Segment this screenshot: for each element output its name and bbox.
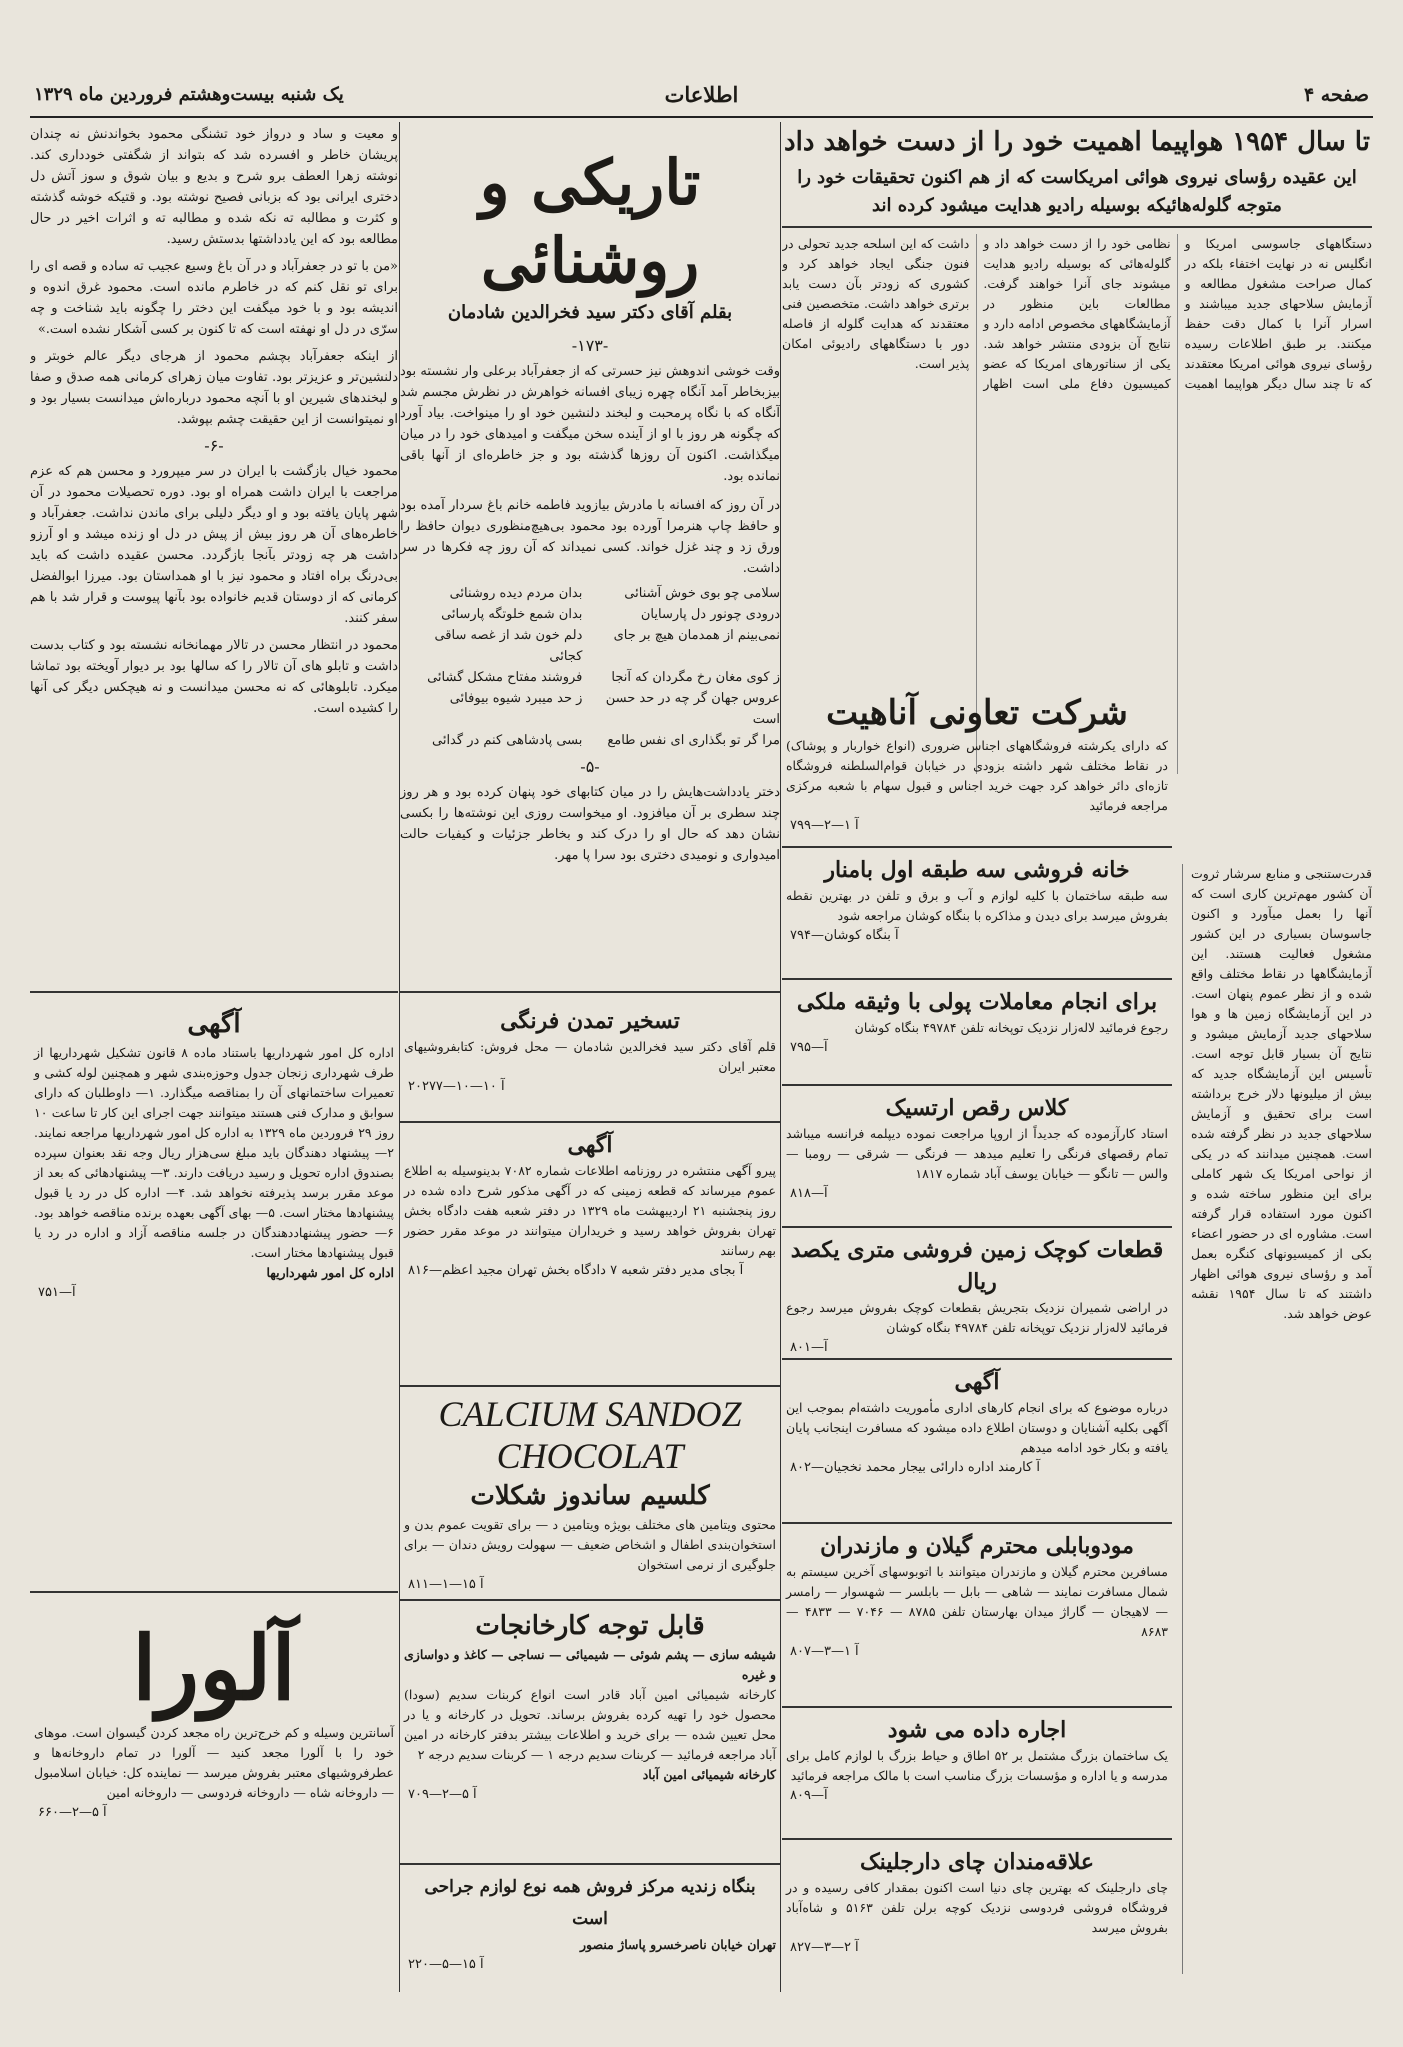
ad-text: تهران خیابان ناصرخسرو پاساژ منصور [580,1937,776,1952]
ad-code: ۲۰۲۷۷—آ ۱۰—۱۰ [408,1079,505,1094]
poem-line: ز حد میبرد شیوه بیوفائی [449,691,583,706]
ad-text: اداره کل امور شهرداریها باستناد ماده ۸ قانون تشکیل شهرداریها از طرف شهرداری زنجان جدول وحوزه‌بندی شهر و همچنین لوله کشی و تعمیرات ساختمانهای آن را بمناقصه میگذارد. ۱— داوطلبان که دارای سوابق و مدارک فنی هستند میتوانند جهت اجرای این کار تا ساعت ۱۰ روز ۲۹ فروردین ماه ۱۳۲۹ به اداره کل امور شهرداریها مراجعه نمایند. ۲— پیشنهاد دهندگان باید مبلغ سی‌هزار ریال وجه نقد بعنوان سپرده بصندوق اداره تحویل و رسید دریافت دارند. ۳— پیشنهادهائی که بعد از موعد مقرر برسد پذیرفته نخواهد شد. ۴— اداره کل در رد یا قبول پیشنهادها مختار است. ۵— بهای آگهی بعهده برنده مناقصه خواهد بود. ۶— حضور پیشنهاددهندگان در جلسه مناقصه آزاد و اداره در رد یا قبول پیشنهادها مختار است. [34,1045,394,1260]
poem-line: سلامی چو بوی خوش آشنائی [624,586,780,601]
lead-article-body: دستگاههای جاسوسی امریکا و انگلیس نه در نهایت اختفاء بلکه در کمال صراحت مشغول مطالعه و آزمایش سلاحهای جدید میباشند و اسرار آنرا با کمال دقت حفظ میکنند. بر طبق اطلاعات رسیده رؤسای نیروی هوائی امریکا معتقدند که تا چند سال دیگر هواپیما اهمیت نظامی خود را از دست خواهد داد و گلوله‌هائی که بوسیله رادیو هدایت میشوند جای آنرا خواهند گرفت. مطالعات باین منظور در آزمایشگاههای مخصوص ادامه دارد و نتایج آن بزودی منتشر خواهد شد. یکی از سناتورهای امریکا که عضو کمیسیون دفاع ملی است اظهار داشت که این اسلحه جدید تحولی در فنون جنگی ایجاد خواهد کرد و کشوری که زودتر بآن دست یابد برتری خواهد داشت. متخصصین فنی معتقدند که هدایت گلوله از فاصله دور با دستگاههای رادیوئی امکان پذیر است. [782,236,1372,391]
lead-column [782,124,1372,1984]
ad-title: قطعات کوچک زمین فروشی متری یکصد ریال [790,1237,1164,1295]
ad-signature: کارخانه شیمیائی امین آباد [642,1767,776,1782]
story-paragraph: و معیت و ساد و درواز خود تشنگی محمود بخواندنش نه چندان پریشان خاطر و افسرده شد که بتواند از شگفتی خودداری کند. نوشته زهرا العطف برو شرح و بدیع و بیان شوق و سوز آتش دل دختری ایرانی بود که بزبانی فصیح نوشته بود. و قتیکه خوشه گذشته و کثرت و مطالبه ته نکه شده و مطالبه ته و اثرات اخیر در حال مطالعه بود که این یادداشتها بدستش رسید. [30,127,398,247]
ad-text: درباره موضوع که برای انجام کارهای اداری مأموریت داشته‌ام بموجب این آگهی بکلیه آشنایان و دوستان اطلاع داده میشود که مسافرت اینجانب پایان یافته و بکار خود ادامه میدهم [786,1400,1168,1455]
masthead [30,70,1373,118]
ad-text: سه طبقه ساختمان با کلیه لوازم و آب و برق و تلفن در بهترین نقطه بفروش میرسد برای دیدن و مذاکره با بنگاه کوشان مراجعه شود [786,888,1168,923]
ad-code: ۸۲۷—آ ۲—۳ [790,1940,859,1955]
ad-title: آگهی [567,1132,613,1158]
ad-title: کلاس رقص ارتسیک [885,1095,1069,1121]
story-paragraph: در آن روز که افسانه با مادرش بیازوید فاطمه خانم باغ سردار آمده بود و حافظ چاپ هنرمرا آورده بود محمود بی‌هیچ‌منظوری دیوان حافظ را ورق زد و چند غزل خواند. کسی نمیداند که آن روز چه فکرها در سر داشت. [400,498,780,576]
ad-code: ۷۵۱—آ [38,1285,76,1300]
poem-line: عروس جهان گر چه در حد حسن است [605,691,780,727]
story-paragraph: محمود خیال بازگشت با ایران در سر میپرورد و محسن هم که عزم مراجعت با ایران داشت همراه او بود. دوره تحصیلات محمود در آن شهر پایان یافته بود و او دیگر دلیلی برای ماندن نداشت. جعفرآباد و خاطره‌های آن هر روز بیش از پیش در دل او زنده میشد و او آرزو داشت هر چه زودتر بآنجا بازگردد. محسن عقیده داشت که باید بی‌درنگ براه افتاد و محمود نیز با او همداستان بود. میرزا ابوالفضل کرمانی که از دوستان قدیم خانواده بود بآنها پیوست و قرار شد با هم سفر کنند. [30,464,398,626]
poem-line: بدان شمع خلوتگه پارسائی [441,607,583,622]
ad-title: اجاره داده می شود [887,1717,1067,1743]
section-number: -۵- [580,757,600,776]
ad-code: ۸۱۸—آ [790,1186,828,1201]
ad-title: آگهی [187,1009,241,1039]
lead-article-continued: قدرت‌ستنجی و منابع سرشار ثروت آن کشور مهم‌ترین کاری است که آنها را بعمل میآورد و اکنون جاسوسان بسیاری در این کشور مشغول فعالیت هستند. این آزمایشگاهها در نقاط مختلف واقع شده و از نظر عموم پنهان است. در این آزمایشگاه زمین ها و هوا سلاحهای جدید آزمایش میشود و نتایج آن بسیار قابل توجه است. تأسیس این آزمایشگاه جدید که بیش از میلیونها دلار خرج برداشته است برای تحقیق و آزمایش سلاحهای جدید در نظر گرفته شده است. همچنین میدانند که در یکی از نواحی امریکا یک شهر کاملی برای این منظور ساخته شده و اکنون مورد استفاده قرار گرفته است. مشاوره ای در حضور اعضاء بکی از کمیسیونهای کنگره بعمل آمد و رؤسای نیروی هوائی اظهار داشتند که تا سال ۱۹۵۴ نقشه عوض خواهد شد. [1182,864,1372,1974]
ad-code: ۷۹۵—آ [790,1040,828,1055]
ad-dance-class [782,1086,1172,1228]
poem-line: دلم خون شد از غصه ساقی کجائی [434,628,583,664]
ad-notice [782,1360,1172,1524]
poem-line: بدان مردم دیده روشنائی [449,586,583,601]
ad-text: یک ساختمان بزرگ مشتمل بر ۵۲ اطاق و حیاط بزرگ با لوازم کامل برای مدرسه و یا اداره و مؤسسات بزرگ مناسب است با مالک مراجعه فرمائید [786,1748,1169,1783]
poem-line: نمی‌بینم از همدمان هیچ بر جای [613,628,780,643]
ad-title-latin: CALCIUM SANDOZ CHOCOLAT [438,1394,742,1476]
divider [30,991,398,993]
lead-headline: تا سال ۱۹۵۴ هواپیما اهمیت خود را از دست خواهد داد [784,127,1370,157]
ad-house-sale [782,848,1172,980]
ad-title: خانه فروشی سه طبقه اول بامنار [824,857,1130,883]
ad-code: ۷۰۹—آ ۵—۲ [408,1787,477,1802]
ad-text: پیرو آگهی منتشره در روزنامه اطلاعات شماره ۷۰۸۲ بدینوسیله به اطلاع عموم میرساند که قطعه زمینی که در آگهی مذکور شرح داده شده در روز پنجشنبه ۲۱ اردیبهشت ماه ۱۳۲۹ در دفتر شعبه هفت دادگاه بخش تهران بفروش خواهد رسید و خریداران میتوانند در موعد مقرر حضور بهم رسانند [404,1163,776,1258]
ad-title: شرکت تعاونی آناهیت [826,693,1128,733]
poem-line: مرا گر تو بگذاری ای نفس طامع [607,733,780,748]
ad-for-rent [782,1708,1172,1840]
issue-date: یک شنبه بیست‌وهشتم فروردین ماه ۱۳۲۹ [34,84,344,105]
ad-code: ۸۱۱—آ ۱۵—۱ [408,1577,484,1592]
story-paragraph: وقت خوشی اندوهش نیز حسرتی که از جعفرآباد برعلی وار نشسته بود بیزبخاطر آمد آنگاه چهره زیبای افسانه خواهرش در نظرش مجسم شد آنگاه که با نگاه پرمحبت و لبخند دلنشین خود او را مینواخت. بیاد آورد که چگونه هر روز با او از آینده سخن میگفت و امیدهای خود را در میان میگذاشت. اکنون آن روزها گذشته بود و جز خاطره‌ای از آنها باقی نمانده بود. [400,364,780,484]
ad-signature: اداره کل امور شهرداریها [266,1265,394,1280]
ad-text: در اراضی شمیران نزدیک بتجریش بقطعات کوچک بفروش میرسد رجوع فرمائید لاله‌زار نزدیک توپخانه تلفن ۴۹۷۸۴ بنگاه کوشان [786,1300,1168,1335]
ad-land-sale [782,1228,1172,1360]
ad-text: چای دارجلینک که بهترین چای دنیا است اکنون بمقدار کافی رسیده و در فروشگاه فروشی فردوسی نزدیک کوچه برلن تلفن ۵۱۶۳ و شاه‌آباد بفروش میرسد [786,1880,1168,1935]
ad-text: استاد کارآزموده که جدیداً از اروپا مراجعت نموده دیپلمه فرانسه میباشد تمام رقصهای فرنگی را تعلیم میدهد — فرنگی — شرقی — رومبا — والس — تانگو — خیابان یوسف آباد شماره ۱۸۱۷ [786,1126,1168,1181]
ad-title: تسخیر تمدن فرنگی [500,1008,680,1034]
story-paragraph: از اینکه جعفرآباد بچشم محمود از هرجای دیگر عالم خوبتر و دلنشین‌تر و عزیزتر بود. تفاوت میان زهرای کرمانی همه صدق و صفا و لبخندهای شیرین او با آنچه محمود درباره‌اش میدانست بسیار بود و او نمیتوانست از این حقیقت چشم بپوشد. [30,349,398,427]
section-number: -۶- [204,436,224,455]
story-continued [30,124,398,980]
ad-title: آلورا [132,1616,296,1720]
ad-code: ۸۰۹—آ [790,1788,828,1803]
divider [782,226,1372,228]
ad-code: ۸۰۷—آ ۱—۳ [790,1644,859,1659]
ad-title: علاقه‌مندان چای دارجلینک [859,1849,1095,1875]
column-divider [780,122,781,1992]
ad-text: رجوع فرمائید لاله‌زار نزدیک توپخانه تلفن ۴۹۷۸۴ بنگاه کوشان [854,1020,1168,1035]
ad-code: ۸۰۱—آ [790,1340,828,1355]
ad-title: مودوبابلی محترم گیلان و مازندران [820,1533,1134,1559]
ad-title: بنگاه زندیه مرکز فروش همه نوع لوازم جراحی است [424,1877,756,1929]
divider [400,991,780,993]
ad-property-loans [782,980,1172,1086]
poem-line: فروشند مفتاح مشکل گشائی [427,670,583,685]
ad-municipal-tender [30,999,398,1593]
page-number: صفحه ۴ [1303,84,1369,106]
ad-book [400,999,780,1123]
ad-surgical-supplies [400,1865,780,1977]
ad-title: کلسیم ساندوز شکلات [470,1481,710,1511]
poem-line: ز کوی مغان رخ مگردان که آنجا [611,670,780,685]
ad-title: قابل توجه کارخانجات [475,1611,705,1641]
ad-text: مسافرین محترم گیلان و مازندران میتوانند با اتوبوسهای آخرین سیستم به شمال مسافرت نمایند — شاهی — بابل — بابلسر — شهسوار — رامسر — لاهیجان — گاراژ میدان بهارستان تلفن ۸۷۸۵ — ۷۰۴۶ — ۴۸۳۳ — ۸۶۸۳ [786,1564,1169,1639]
ad-calcium-sandoz [400,1387,780,1601]
ad-alvora [30,1593,398,1965]
ad-code: ۷۹۹—آ ۱—۲ [790,818,859,833]
ad-text: که دارای یکرشته فروشگاههای اجناس ضروری (انواع خواربار و پوشاک) در نقاط مختلف شهر داشته بزودی در خیابان قوام‌السلطنه فروشگاه تازه‌ای دائر خواهد کرد جهت خرید اجناس و قبول سهام با شعبه مرکزی مراجعه فرمائید [786,738,1168,813]
serial-story [400,124,780,980]
ad-title: آگهی [954,1369,1000,1395]
classified-ads-left [30,985,398,1985]
ad-text: آسانترین وسیله و کم خرج‌ترین راه مجعد کردن گیسوان است. موهای خود را با آلورا مجعد کنید — آلورا در تمام داروخانه‌ها و عطرفروشیهای معتبر بفروش میرسد — نماینده کل: خیابان اسلامبول — داروخانه شاه — داروخانه فردوسی — داروخانه امین [34,1725,394,1800]
story-paragraph: دختر یادداشت‌هایش را در میان کتابهای خود پنهان کرده بود و هر روز چند سطری بر آن میافزود. او میخواست روزی این نوشته‌ها را بکسی نشان دهد که حال او را درک کند و بخاطر جزئیات و کیفیات حالت امیدواری و نومیدی دختری بود سرا پا مهر. [400,785,780,863]
ad-title: برای انجام معاملات پولی با وثیقه ملکی [796,989,1158,1015]
story-poem [400,583,780,751]
classified-ads-right [782,684,1172,1984]
story-installment-number: -۱۷۳- [571,336,609,355]
ad-code: ۷۹۴—آ بنگاه کوشان [790,928,899,943]
paper-name: اطلاعات [664,82,739,107]
story-paragraph: «من با تو در جعفرآباد و در آن باغ وسیع عجیب ته ساده و قصه ای را برای تو نقل کنم که در خاطرم مانده است. محمود غرق اندوه و اندیشه بود و با خود میگفت این دختر را چگونه باید شناخت و چه سرّی در دل او نهفته است که تا کنون بر کسی آشکار نشده است.» [30,259,398,337]
ad-subtitle: شیشه سازی — پشم شوئی — شیمیائی — نساجی — کاغذ و دواسازی و غیره [404,1647,776,1682]
ad-code: ۸۰۲—آ کارمند اداره دارائی بیجار محمد نخجیان [790,1460,1041,1475]
story-paragraph: محمود در انتظار محسن در تالار مهمانخانه نشسته بود و کتاب بدست داشت و تابلو های آن تالار را که سالها بود بر دیوار آویخته بود تماشا میکرد. تابلوهائی که نه محسن میدانست و نه هیچکس دیگر کی آنها را کشیده است. [30,638,398,716]
ad-code: ۲۲۰—آ ۱۵—۵ [408,1957,484,1972]
ad-anahit-coop [782,684,1172,848]
ad-darjeeling-tea [782,1840,1172,1984]
ad-code: ۸۱۶—آ بجای مدیر دفتر شعبه ۷ دادگاه بخش تهران مجید اعظم [408,1263,744,1278]
ad-factories [400,1601,780,1865]
ad-bus-service [782,1524,1172,1708]
ad-court-notice [400,1123,780,1387]
story-byline: بقلم آقای دکتر سید فخرالدین شادمان [447,302,733,323]
ad-text: محتوی ویتامین های مختلف بویژه ویتامین د — برای تقویت عموم بدن و استخوان‌بندی اطفال و اشخاص ضعیف — سهولت رویش دندان — برای جلوگیری از نرمی استخوان [404,1517,776,1572]
ad-code: ۶۶۰—آ ۵—۲ [38,1805,107,1820]
lead-subheadline: این عقیده رؤسای نیروی هوائی امریکاست که از هم اکنون تحقیقات خود را متوجه گلوله‌هائیکه بوسیله رادیو هدایت میشود کرده اند [797,167,1357,216]
poem-line: درودی چونور دل پارسایان [640,607,780,622]
ad-text: قلم آقای دکتر سید فخرالدین شادمان — محل فروش: کتابفروشیهای معتبر ایران [404,1039,776,1074]
story-title: تاریکی و روشنائی [479,146,701,297]
classified-ads-middle [400,985,780,1985]
poem-line: بسی پادشاهی کنم در گدائی [431,733,583,748]
ad-text: کارخانه شیمیائی امین آباد قادر است انواع کربنات سدیم (سودا) محصول خود را تهیه کرده بفروش برساند. تحویل در کارخانه و یا در محل تعیین شده — برای خرید و اطلاعات بیشتر بدفتر کارخانه در امین آباد مراجعه فرمائید — کربنات سدیم درجه ۱ — کربنات سدیم درجه ۲ [404,1687,776,1762]
